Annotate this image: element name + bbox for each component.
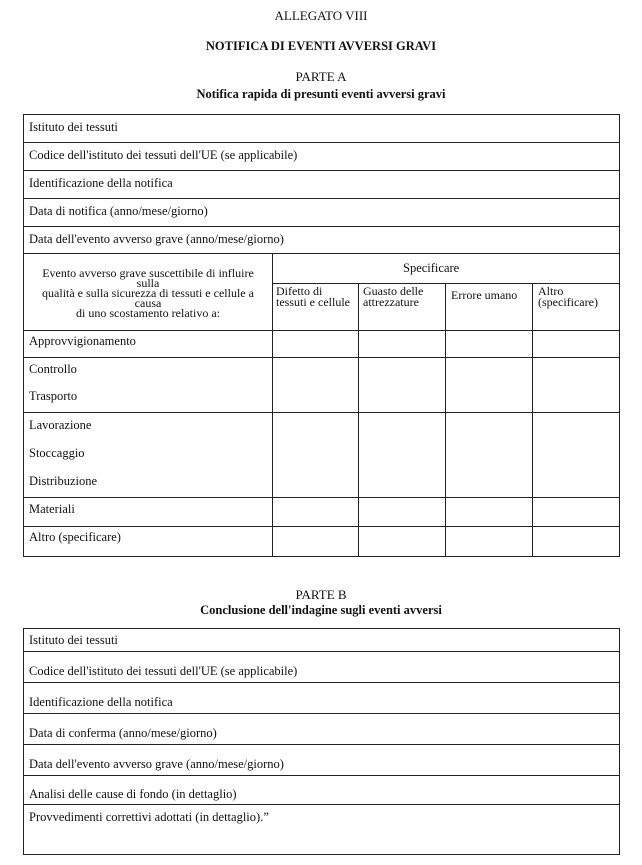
part-b-subtitle: Conclusione dell'indagine sugli eventi avversi — [200, 603, 442, 617]
field-data-evento: Data dell'evento avverso grave (anno/mese/giorno) — [29, 232, 284, 246]
b-field-analisi-cause: Analisi delle cause di fondo (in dettaglio) — [29, 787, 237, 801]
row-distribuzione: Distribuzione — [29, 474, 98, 488]
matrix-lead-text: Evento avverso grave suscettibile di influire sulla qualità e sulla sicurezza di tessuti e cellule a causa di uno scostamento relativo a: — [42, 266, 254, 320]
row-lavorazione: Lavorazione — [29, 418, 92, 432]
part-a-heading: PARTE A — [295, 69, 347, 84]
row-approvvigionamento: Approvvigionamento — [29, 334, 136, 348]
document-title: NOTIFICA DI EVENTI AVVERSI GRAVI — [205, 39, 437, 53]
row-stoccaggio: Stoccaggio — [29, 446, 85, 460]
part-b-heading: PARTE B — [295, 587, 347, 602]
column-header-altro: Altro (specificare) — [538, 284, 598, 309]
row-materiali: Materiali — [29, 502, 75, 516]
column-header-guasto: Guasto delle attrezzature — [363, 284, 424, 309]
b-field-codice-istituto: Codice dell'istituto dei tessuti dell'UE (se applicabile) — [29, 664, 298, 678]
column-header-errore: Errore umano — [451, 288, 518, 302]
column-header-difetto: Difetto di tessuti e cellule — [276, 284, 350, 309]
part-a-subtitle: Notifica rapida di presunti eventi avversi gravi — [196, 87, 446, 101]
field-data-notifica: Data di notifica (anno/mese/giorno) — [29, 204, 208, 218]
b-field-provvedimenti: Provvedimenti correttivi adottati (in dettaglio).” — [29, 810, 269, 824]
field-codice-istituto: Codice dell'istituto dei tessuti dell'UE (se applicabile) — [29, 148, 298, 162]
b-field-data-conferma: Data di conferma (anno/mese/giorno) — [29, 726, 217, 740]
b-field-istituto: Istituto dei tessuti — [29, 633, 118, 647]
b-field-identificazione: Identificazione della notifica — [29, 695, 173, 709]
row-controllo: Controllo — [29, 362, 77, 376]
annex-label: ALLEGATO VIII — [274, 8, 368, 23]
field-istituto: Istituto dei tessuti — [29, 120, 118, 134]
field-identificazione: Identificazione della notifica — [29, 176, 173, 190]
specify-header: Specificare — [403, 261, 460, 275]
row-trasporto: Trasporto — [29, 389, 78, 403]
b-field-data-evento: Data dell'evento avverso grave (anno/mese/giorno) — [29, 757, 284, 771]
row-altro: Altro (specificare) — [29, 530, 121, 544]
